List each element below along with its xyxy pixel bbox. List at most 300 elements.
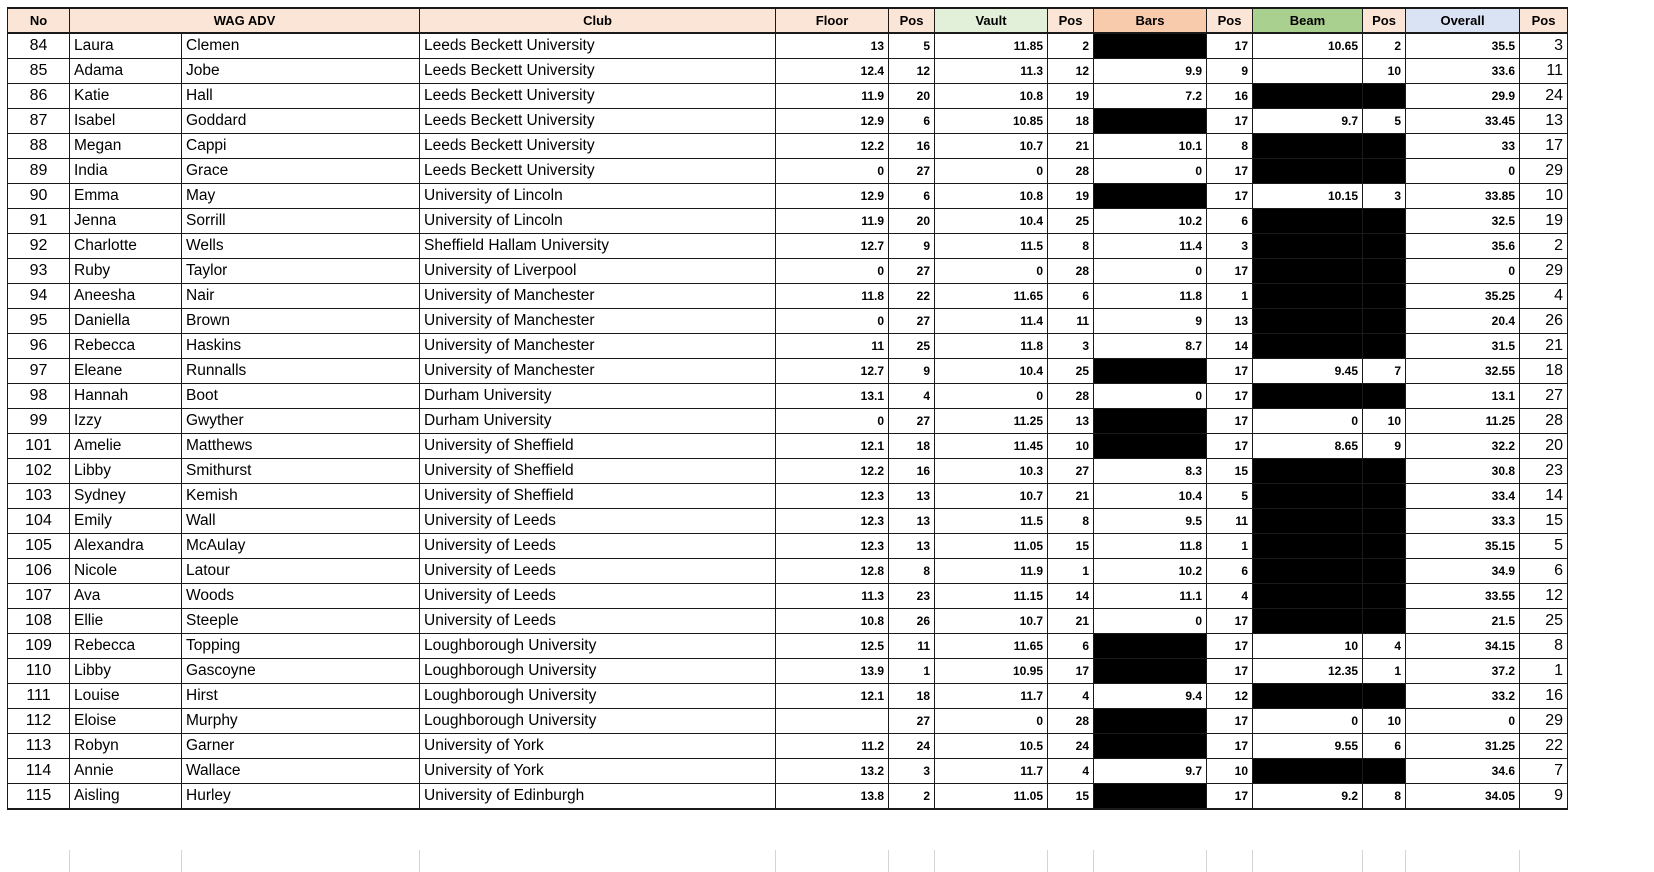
vault-pos-cell[interactable]: 25 (1048, 359, 1094, 384)
gymnast-number-cell[interactable]: 99 (8, 409, 70, 434)
floor-score-cell[interactable]: 11.3 (776, 584, 889, 609)
vault-pos-cell[interactable]: 13 (1048, 409, 1094, 434)
bars-pos-cell[interactable]: 17 (1207, 384, 1253, 409)
first-name-cell[interactable]: Rebecca (70, 634, 182, 659)
overall-pos-cell[interactable]: 8 (1520, 634, 1568, 659)
blacked-out-cell[interactable] (1363, 584, 1406, 609)
blacked-out-cell[interactable] (1363, 284, 1406, 309)
bars-pos-cell[interactable]: 4 (1207, 584, 1253, 609)
club-name-cell[interactable]: University of Sheffield (420, 459, 776, 484)
floor-score-cell[interactable]: 11.9 (776, 209, 889, 234)
vault-pos-cell[interactable]: 28 (1048, 259, 1094, 284)
bars-pos-cell[interactable]: 1 (1207, 534, 1253, 559)
blacked-out-cell[interactable] (1363, 684, 1406, 709)
vault-pos-cell[interactable]: 28 (1048, 709, 1094, 734)
bars-pos-cell[interactable]: 1 (1207, 284, 1253, 309)
first-name-cell[interactable]: Libby (70, 659, 182, 684)
bars-pos-cell[interactable]: 5 (1207, 484, 1253, 509)
floor-score-cell[interactable]: 12.8 (776, 559, 889, 584)
floor-pos-cell[interactable]: 24 (889, 734, 935, 759)
club-name-cell[interactable]: University of Leeds (420, 559, 776, 584)
blacked-out-cell[interactable] (1363, 384, 1406, 409)
gymnast-number-cell[interactable]: 107 (8, 584, 70, 609)
overall-pos-cell[interactable]: 17 (1520, 134, 1568, 159)
vault-pos-cell[interactable]: 25 (1048, 209, 1094, 234)
overall-pos-cell[interactable]: 19 (1520, 209, 1568, 234)
last-name-cell[interactable]: Cappi (182, 134, 420, 159)
last-name-cell[interactable]: Taylor (182, 259, 420, 284)
bars-score-cell[interactable]: 8.7 (1094, 334, 1207, 359)
floor-pos-cell[interactable]: 27 (889, 409, 935, 434)
vault-score-cell[interactable]: 10.7 (935, 134, 1048, 159)
bars-score-cell[interactable]: 8.3 (1094, 459, 1207, 484)
vault-score-cell[interactable]: 10.7 (935, 484, 1048, 509)
header-beam-pos[interactable]: Pos (1363, 8, 1406, 33)
overall-score-cell[interactable]: 33.85 (1406, 184, 1520, 209)
overall-score-cell[interactable]: 33.2 (1406, 684, 1520, 709)
club-name-cell[interactable]: Leeds Beckett University (420, 84, 776, 109)
beam-score-cell[interactable]: 10.65 (1253, 33, 1363, 59)
overall-pos-cell[interactable]: 29 (1520, 709, 1568, 734)
floor-score-cell[interactable]: 12.9 (776, 109, 889, 134)
beam-pos-cell[interactable]: 2 (1363, 33, 1406, 59)
bars-score-cell[interactable]: 7.2 (1094, 84, 1207, 109)
bars-pos-cell[interactable]: 17 (1207, 184, 1253, 209)
last-name-cell[interactable]: Murphy (182, 709, 420, 734)
last-name-cell[interactable]: Garner (182, 734, 420, 759)
overall-pos-cell[interactable]: 29 (1520, 259, 1568, 284)
overall-score-cell[interactable]: 37.2 (1406, 659, 1520, 684)
bars-score-cell[interactable]: 10.4 (1094, 484, 1207, 509)
overall-pos-cell[interactable]: 7 (1520, 759, 1568, 784)
header-floor[interactable]: Floor (776, 8, 889, 33)
last-name-cell[interactable]: Jobe (182, 59, 420, 84)
floor-score-cell[interactable]: 12.7 (776, 234, 889, 259)
header-bars[interactable]: Bars (1094, 8, 1207, 33)
vault-pos-cell[interactable]: 8 (1048, 234, 1094, 259)
beam-score-cell[interactable]: 9.7 (1253, 109, 1363, 134)
header-bars-pos[interactable]: Pos (1207, 8, 1253, 33)
floor-score-cell[interactable]: 12.4 (776, 59, 889, 84)
first-name-cell[interactable]: Ava (70, 584, 182, 609)
gymnast-number-cell[interactable]: 89 (8, 159, 70, 184)
overall-pos-cell[interactable]: 2 (1520, 234, 1568, 259)
floor-score-cell[interactable]: 11 (776, 334, 889, 359)
overall-score-cell[interactable]: 0 (1406, 709, 1520, 734)
gymnast-number-cell[interactable]: 108 (8, 609, 70, 634)
club-name-cell[interactable]: Leeds Beckett University (420, 59, 776, 84)
gymnast-number-cell[interactable]: 95 (8, 309, 70, 334)
last-name-cell[interactable]: Latour (182, 559, 420, 584)
floor-score-cell[interactable]: 12.2 (776, 134, 889, 159)
blacked-out-cell[interactable] (1253, 459, 1363, 484)
gymnast-number-cell[interactable]: 104 (8, 509, 70, 534)
blacked-out-cell[interactable] (1094, 659, 1207, 684)
floor-score-cell[interactable]: 12.1 (776, 434, 889, 459)
vault-score-cell[interactable]: 11.05 (935, 784, 1048, 810)
vault-pos-cell[interactable]: 17 (1048, 659, 1094, 684)
blacked-out-cell[interactable] (1253, 484, 1363, 509)
floor-score-cell[interactable]: 12.5 (776, 634, 889, 659)
first-name-cell[interactable]: Ellie (70, 609, 182, 634)
beam-score-cell[interactable]: 12.35 (1253, 659, 1363, 684)
last-name-cell[interactable]: Wall (182, 509, 420, 534)
vault-score-cell[interactable]: 11.5 (935, 234, 1048, 259)
club-name-cell[interactable]: Durham University (420, 384, 776, 409)
vault-score-cell[interactable]: 0 (935, 384, 1048, 409)
gymnast-number-cell[interactable]: 96 (8, 334, 70, 359)
floor-pos-cell[interactable]: 13 (889, 534, 935, 559)
club-name-cell[interactable]: Loughborough University (420, 634, 776, 659)
bars-pos-cell[interactable]: 17 (1207, 734, 1253, 759)
gymnast-number-cell[interactable]: 113 (8, 734, 70, 759)
overall-pos-cell[interactable]: 9 (1520, 784, 1568, 810)
overall-pos-cell[interactable]: 11 (1520, 59, 1568, 84)
floor-score-cell[interactable]: 0 (776, 409, 889, 434)
overall-pos-cell[interactable]: 6 (1520, 559, 1568, 584)
first-name-cell[interactable]: Hannah (70, 384, 182, 409)
floor-pos-cell[interactable]: 27 (889, 159, 935, 184)
vault-pos-cell[interactable]: 19 (1048, 184, 1094, 209)
club-name-cell[interactable]: University of York (420, 759, 776, 784)
last-name-cell[interactable]: Steeple (182, 609, 420, 634)
vault-score-cell[interactable]: 10.85 (935, 109, 1048, 134)
overall-pos-cell[interactable]: 24 (1520, 84, 1568, 109)
blacked-out-cell[interactable] (1094, 33, 1207, 59)
vault-pos-cell[interactable]: 18 (1048, 109, 1094, 134)
vault-pos-cell[interactable]: 4 (1048, 684, 1094, 709)
overall-pos-cell[interactable]: 4 (1520, 284, 1568, 309)
floor-score-cell[interactable]: 13.8 (776, 784, 889, 810)
club-name-cell[interactable]: University of Sheffield (420, 434, 776, 459)
gymnast-number-cell[interactable]: 92 (8, 234, 70, 259)
first-name-cell[interactable]: Adama (70, 59, 182, 84)
first-name-cell[interactable]: Isabel (70, 109, 182, 134)
gymnast-number-cell[interactable]: 98 (8, 384, 70, 409)
club-name-cell[interactable]: University of Leeds (420, 534, 776, 559)
overall-pos-cell[interactable]: 28 (1520, 409, 1568, 434)
overall-score-cell[interactable]: 31.5 (1406, 334, 1520, 359)
bars-score-cell[interactable]: 9.4 (1094, 684, 1207, 709)
vault-pos-cell[interactable]: 28 (1048, 159, 1094, 184)
floor-score-cell[interactable]: 12.1 (776, 684, 889, 709)
header-overall-pos[interactable]: Pos (1520, 8, 1568, 33)
floor-pos-cell[interactable]: 1 (889, 659, 935, 684)
bars-score-cell[interactable]: 10.2 (1094, 559, 1207, 584)
blacked-out-cell[interactable] (1363, 534, 1406, 559)
blacked-out-cell[interactable] (1253, 509, 1363, 534)
floor-pos-cell[interactable]: 8 (889, 559, 935, 584)
last-name-cell[interactable]: Haskins (182, 334, 420, 359)
gymnast-number-cell[interactable]: 109 (8, 634, 70, 659)
floor-pos-cell[interactable]: 3 (889, 759, 935, 784)
blacked-out-cell[interactable] (1094, 734, 1207, 759)
header-beam[interactable]: Beam (1253, 8, 1363, 33)
vault-pos-cell[interactable]: 19 (1048, 84, 1094, 109)
gymnast-number-cell[interactable]: 91 (8, 209, 70, 234)
first-name-cell[interactable]: Libby (70, 459, 182, 484)
floor-pos-cell[interactable]: 27 (889, 309, 935, 334)
vault-pos-cell[interactable]: 15 (1048, 784, 1094, 810)
last-name-cell[interactable]: Runnalls (182, 359, 420, 384)
floor-pos-cell[interactable]: 13 (889, 484, 935, 509)
gymnast-number-cell[interactable]: 93 (8, 259, 70, 284)
overall-score-cell[interactable]: 21.5 (1406, 609, 1520, 634)
blacked-out-cell[interactable] (1094, 634, 1207, 659)
beam-pos-cell[interactable]: 1 (1363, 659, 1406, 684)
blacked-out-cell[interactable] (1253, 609, 1363, 634)
overall-score-cell[interactable]: 33.3 (1406, 509, 1520, 534)
overall-score-cell[interactable]: 35.25 (1406, 284, 1520, 309)
overall-pos-cell[interactable]: 12 (1520, 584, 1568, 609)
floor-pos-cell[interactable]: 16 (889, 134, 935, 159)
first-name-cell[interactable]: Emma (70, 184, 182, 209)
vault-pos-cell[interactable]: 21 (1048, 484, 1094, 509)
vault-score-cell[interactable]: 10.4 (935, 359, 1048, 384)
floor-pos-cell[interactable]: 18 (889, 684, 935, 709)
bars-score-cell[interactable]: 9.7 (1094, 759, 1207, 784)
club-name-cell[interactable]: University of Liverpool (420, 259, 776, 284)
beam-pos-cell[interactable]: 10 (1363, 709, 1406, 734)
blacked-out-cell[interactable] (1094, 784, 1207, 810)
blacked-out-cell[interactable] (1363, 84, 1406, 109)
bars-score-cell[interactable]: 9.9 (1094, 59, 1207, 84)
club-name-cell[interactable]: University of Manchester (420, 334, 776, 359)
last-name-cell[interactable]: Gwyther (182, 409, 420, 434)
bars-pos-cell[interactable]: 17 (1207, 659, 1253, 684)
overall-score-cell[interactable]: 30.8 (1406, 459, 1520, 484)
blacked-out-cell[interactable] (1363, 209, 1406, 234)
overall-score-cell[interactable]: 29.9 (1406, 84, 1520, 109)
overall-score-cell[interactable]: 35.5 (1406, 33, 1520, 59)
overall-pos-cell[interactable]: 13 (1520, 109, 1568, 134)
vault-pos-cell[interactable]: 14 (1048, 584, 1094, 609)
vault-score-cell[interactable]: 11.45 (935, 434, 1048, 459)
overall-pos-cell[interactable]: 15 (1520, 509, 1568, 534)
floor-pos-cell[interactable]: 9 (889, 359, 935, 384)
gymnast-number-cell[interactable]: 87 (8, 109, 70, 134)
vault-score-cell[interactable]: 10.3 (935, 459, 1048, 484)
vault-pos-cell[interactable]: 27 (1048, 459, 1094, 484)
overall-score-cell[interactable]: 33.6 (1406, 59, 1520, 84)
bars-pos-cell[interactable]: 17 (1207, 434, 1253, 459)
floor-score-cell[interactable]: 12.3 (776, 534, 889, 559)
blacked-out-cell[interactable] (1363, 259, 1406, 284)
club-name-cell[interactable]: Leeds Beckett University (420, 109, 776, 134)
overall-score-cell[interactable]: 35.15 (1406, 534, 1520, 559)
overall-pos-cell[interactable]: 10 (1520, 184, 1568, 209)
blacked-out-cell[interactable] (1094, 184, 1207, 209)
floor-pos-cell[interactable]: 2 (889, 784, 935, 810)
vault-pos-cell[interactable]: 4 (1048, 759, 1094, 784)
last-name-cell[interactable]: Brown (182, 309, 420, 334)
header-club[interactable]: Club (420, 8, 776, 33)
overall-score-cell[interactable]: 33 (1406, 134, 1520, 159)
bars-pos-cell[interactable]: 17 (1207, 109, 1253, 134)
bars-pos-cell[interactable]: 6 (1207, 209, 1253, 234)
overall-pos-cell[interactable]: 27 (1520, 384, 1568, 409)
overall-score-cell[interactable]: 33.55 (1406, 584, 1520, 609)
overall-score-cell[interactable]: 0 (1406, 259, 1520, 284)
beam-pos-cell[interactable]: 5 (1363, 109, 1406, 134)
bars-pos-cell[interactable]: 6 (1207, 559, 1253, 584)
bars-pos-cell[interactable]: 16 (1207, 84, 1253, 109)
bars-pos-cell[interactable]: 17 (1207, 359, 1253, 384)
blacked-out-cell[interactable] (1253, 759, 1363, 784)
floor-pos-cell[interactable]: 27 (889, 709, 935, 734)
bars-pos-cell[interactable]: 17 (1207, 33, 1253, 59)
vault-score-cell[interactable]: 11.3 (935, 59, 1048, 84)
gymnast-number-cell[interactable]: 90 (8, 184, 70, 209)
beam-pos-cell[interactable]: 10 (1363, 59, 1406, 84)
club-name-cell[interactable]: Sheffield Hallam University (420, 234, 776, 259)
first-name-cell[interactable]: Nicole (70, 559, 182, 584)
vault-score-cell[interactable]: 10.8 (935, 84, 1048, 109)
blacked-out-cell[interactable] (1363, 309, 1406, 334)
blacked-out-cell[interactable] (1253, 259, 1363, 284)
floor-pos-cell[interactable]: 4 (889, 384, 935, 409)
floor-score-cell[interactable]: 12.9 (776, 184, 889, 209)
header-wag-adv[interactable]: WAG ADV (70, 8, 420, 33)
floor-pos-cell[interactable]: 11 (889, 634, 935, 659)
floor-score-cell[interactable]: 13.1 (776, 384, 889, 409)
overall-score-cell[interactable]: 0 (1406, 159, 1520, 184)
bars-score-cell[interactable]: 11.8 (1094, 534, 1207, 559)
floor-score-cell[interactable]: 12.2 (776, 459, 889, 484)
first-name-cell[interactable]: Daniella (70, 309, 182, 334)
vault-score-cell[interactable]: 11.4 (935, 309, 1048, 334)
bars-score-cell[interactable]: 10.2 (1094, 209, 1207, 234)
floor-pos-cell[interactable]: 27 (889, 259, 935, 284)
overall-pos-cell[interactable]: 16 (1520, 684, 1568, 709)
first-name-cell[interactable]: Sydney (70, 484, 182, 509)
overall-score-cell[interactable]: 32.55 (1406, 359, 1520, 384)
bars-pos-cell[interactable]: 13 (1207, 309, 1253, 334)
first-name-cell[interactable]: Emily (70, 509, 182, 534)
blacked-out-cell[interactable] (1094, 709, 1207, 734)
vault-pos-cell[interactable]: 11 (1048, 309, 1094, 334)
gymnast-number-cell[interactable]: 111 (8, 684, 70, 709)
last-name-cell[interactable]: Topping (182, 634, 420, 659)
vault-score-cell[interactable]: 10.8 (935, 184, 1048, 209)
floor-pos-cell[interactable]: 22 (889, 284, 935, 309)
gymnast-number-cell[interactable]: 110 (8, 659, 70, 684)
floor-score-cell[interactable]: 11.2 (776, 734, 889, 759)
first-name-cell[interactable]: Eloise (70, 709, 182, 734)
bars-pos-cell[interactable]: 17 (1207, 634, 1253, 659)
last-name-cell[interactable]: Woods (182, 584, 420, 609)
bars-score-cell[interactable]: 11.8 (1094, 284, 1207, 309)
overall-pos-cell[interactable]: 22 (1520, 734, 1568, 759)
blacked-out-cell[interactable] (1253, 284, 1363, 309)
last-name-cell[interactable]: Goddard (182, 109, 420, 134)
last-name-cell[interactable]: Clemen (182, 33, 420, 59)
first-name-cell[interactable]: Amelie (70, 434, 182, 459)
overall-pos-cell[interactable]: 1 (1520, 659, 1568, 684)
floor-pos-cell[interactable]: 9 (889, 234, 935, 259)
bars-pos-cell[interactable]: 17 (1207, 709, 1253, 734)
floor-pos-cell[interactable]: 5 (889, 33, 935, 59)
blacked-out-cell[interactable] (1363, 759, 1406, 784)
first-name-cell[interactable]: Rebecca (70, 334, 182, 359)
last-name-cell[interactable]: Wells (182, 234, 420, 259)
overall-score-cell[interactable]: 13.1 (1406, 384, 1520, 409)
vault-score-cell[interactable]: 10.4 (935, 209, 1048, 234)
vault-score-cell[interactable]: 11.25 (935, 409, 1048, 434)
vault-score-cell[interactable]: 0 (935, 159, 1048, 184)
last-name-cell[interactable]: Smithurst (182, 459, 420, 484)
floor-score-cell[interactable]: 12.3 (776, 484, 889, 509)
vault-score-cell[interactable]: 11.85 (935, 33, 1048, 59)
gymnast-number-cell[interactable]: 88 (8, 134, 70, 159)
club-name-cell[interactable]: University of Lincoln (420, 209, 776, 234)
beam-score-cell[interactable]: 8.65 (1253, 434, 1363, 459)
blacked-out-cell[interactable] (1253, 234, 1363, 259)
gymnast-number-cell[interactable]: 97 (8, 359, 70, 384)
bars-pos-cell[interactable]: 17 (1207, 259, 1253, 284)
club-name-cell[interactable]: University of Manchester (420, 284, 776, 309)
overall-score-cell[interactable]: 34.15 (1406, 634, 1520, 659)
gymnast-number-cell[interactable]: 85 (8, 59, 70, 84)
vault-pos-cell[interactable]: 10 (1048, 434, 1094, 459)
bars-score-cell[interactable]: 0 (1094, 159, 1207, 184)
bars-score-cell[interactable]: 0 (1094, 259, 1207, 284)
gymnast-number-cell[interactable]: 106 (8, 559, 70, 584)
club-name-cell[interactable]: Loughborough University (420, 684, 776, 709)
overall-score-cell[interactable]: 33.4 (1406, 484, 1520, 509)
floor-score-cell[interactable]: 12.7 (776, 359, 889, 384)
first-name-cell[interactable]: Laura (70, 33, 182, 59)
first-name-cell[interactable]: Alexandra (70, 534, 182, 559)
blacked-out-cell[interactable] (1363, 334, 1406, 359)
club-name-cell[interactable]: University of Manchester (420, 309, 776, 334)
header-vault-pos[interactable]: Pos (1048, 8, 1094, 33)
blacked-out-cell[interactable] (1253, 334, 1363, 359)
beam-score-cell[interactable] (1253, 59, 1363, 84)
last-name-cell[interactable]: Sorrill (182, 209, 420, 234)
overall-score-cell[interactable]: 32.2 (1406, 434, 1520, 459)
vault-pos-cell[interactable]: 6 (1048, 634, 1094, 659)
last-name-cell[interactable]: Gascoyne (182, 659, 420, 684)
vault-score-cell[interactable]: 10.5 (935, 734, 1048, 759)
beam-pos-cell[interactable]: 8 (1363, 784, 1406, 810)
vault-pos-cell[interactable]: 21 (1048, 609, 1094, 634)
floor-score-cell[interactable] (776, 709, 889, 734)
club-name-cell[interactable]: University of Leeds (420, 509, 776, 534)
bars-pos-cell[interactable]: 3 (1207, 234, 1253, 259)
beam-score-cell[interactable]: 0 (1253, 409, 1363, 434)
vault-score-cell[interactable]: 11.15 (935, 584, 1048, 609)
first-name-cell[interactable]: Eleane (70, 359, 182, 384)
blacked-out-cell[interactable] (1253, 159, 1363, 184)
overall-pos-cell[interactable]: 5 (1520, 534, 1568, 559)
vault-pos-cell[interactable]: 3 (1048, 334, 1094, 359)
floor-pos-cell[interactable]: 16 (889, 459, 935, 484)
bars-pos-cell[interactable]: 15 (1207, 459, 1253, 484)
first-name-cell[interactable]: Robyn (70, 734, 182, 759)
vault-score-cell[interactable]: 11.05 (935, 534, 1048, 559)
last-name-cell[interactable]: Nair (182, 284, 420, 309)
club-name-cell[interactable]: University of Edinburgh (420, 784, 776, 810)
gymnast-number-cell[interactable]: 105 (8, 534, 70, 559)
beam-pos-cell[interactable]: 7 (1363, 359, 1406, 384)
floor-pos-cell[interactable]: 6 (889, 184, 935, 209)
vault-score-cell[interactable]: 11.7 (935, 759, 1048, 784)
overall-pos-cell[interactable]: 25 (1520, 609, 1568, 634)
last-name-cell[interactable]: Wallace (182, 759, 420, 784)
vault-score-cell[interactable]: 10.7 (935, 609, 1048, 634)
blacked-out-cell[interactable] (1363, 484, 1406, 509)
